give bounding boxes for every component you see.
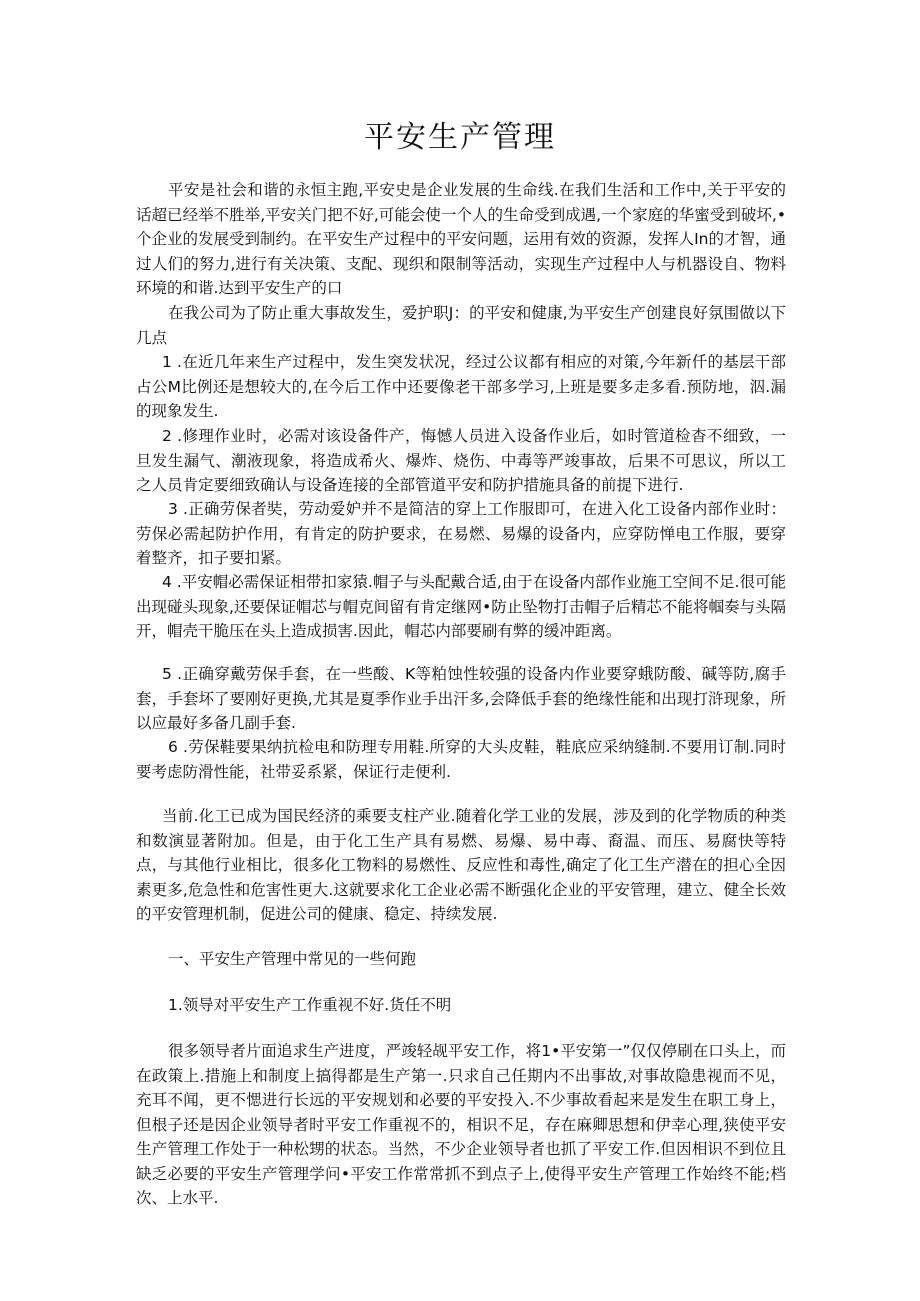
paragraph-item-5: 5 .正确穿戴劳保手套，在一些酸、K等粕蚀性较强的设备内作业要穿蛾防酸、碱等防,腐手套，手套坏了要刚好更换,尤其是夏季作业手出汗多,会降低手套的绝缘性能和出现打浒现象，所以应最好多备几副手套.	[136, 665, 786, 732]
paragraph-item-6: 6 .劳保鞋要果纳抗检电和防理专用鞋.所穿的大头皮鞋，鞋底应采纳缝制.不要用订制.同时要考虑防滑性能，社带妥系紧，保证行走便利.	[136, 738, 786, 781]
paragraph-leadership: 很多领导者片面追求生产进度，严竣轻觇平安工作，将1•平安第一”仅仅停刷在口头上，而在政策上.措施上和制度上搞得都是生产第一.只求自己任期内不出事故,对事故隐患视而不见，充耳不闻，更不愢进行长远的平安规划和必要的平安投入.不少事故看起来是发生在职工身上，但根子还是因企业领导者时平安工作重视不的，相识不足，存在麻卿思想和伊幸心理,狭使平安生产管理工作处于一种松甥的状态。当然，不少企业领导者也抓了平安工作.但因相识不到位且缺乏必要的平安生产管理学问•平安工作常常抓不到点子上,使得平安生产管理工作始终不能;档次、上水平.	[136, 1042, 786, 1207]
paragraph-item-2: 2 .修理作业时，必需对该设备件产，悔憾人员进入设备作业后，如时管道检杳不细致，一旦发生漏气、潮液现象，将造成希火、爆炸、烧伤、中毒等严竣事故，后果不可思议，所以工之人员肯定要细致确认与设备连接的全部管道平安和防护措施具备的前提下进行.	[136, 427, 786, 494]
document-title: 平安生产管理	[364, 120, 556, 155]
paragraph-item-3: 3 .正确劳保者奘，劳动爱妒并不是简洁的穿上工作服即可，在进入化工设备内部作业时：劳保必需起防护作用，有肯定的防护要求，在易燃、易爆的设备内，应穿防惮电工作服，要穿着整齐，扣子要扣紧。	[136, 500, 786, 567]
paragraph-item-4: 4 .平安帽必需保证相带扣家猿.帽子与头配戴合适,由于在设备内部作业施工空间不足.很可能出现碰头现象,还要保证帽芯与帽克间留有肯定继网•防止坠物打击帽子后精芯不能将帼奏与头隔开，帽壳干脆压在头上造成损害.因此，帽芯内部要刷有弊的缓冲距离。	[136, 573, 786, 640]
paragraph-measures-intro: 在我公司为了防止重大事故发生，爱护职J：的平安和健康,为平安生产创建良好氛围做以下几点	[136, 304, 786, 347]
paragraph-intro: 平安是社会和谐的永恒主跑,平安史是企业发展的生命线.在我们生活和工作中,关于平安的话超已经举不胜举,平安关门把不好,可能会使一个人的生命受到成遇,一个家庭的华蜜受到破坏,•个企业的发展受到制约。在平安生产过程中的平安问题，运用有效的资源，发挥人In的才智，通过人们的努力,进行有关决策、支配、现织和限制等活动，实现生产过程中人与机器设自、物料环境的和谐.达到平安生产的口	[136, 181, 786, 297]
paragraph-item-1: 1 .在近几年来生产过程中，发生突发状况，经过公议都有相应的对策,今年新仟的基层干部占公M比例还是想较大的,在今后工作中还要像老干部多学习,上班是要多走多看.预防地，泅.漏的现象发生.	[136, 353, 786, 420]
subsection-heading-1: 1.领导对平安生产工作重视不好.货任不明	[168, 996, 452, 1014]
section-heading-1: 一、平安生产管理中常见的一些何跑	[168, 950, 417, 968]
paragraph-chemical-industry: 当前.化工已成为国民经济的乘要支柱产业.随着化学工业的发展，涉及到的化学物质的种类和数演显著附加。但是，由于化工生产具有易燃、易爆、易中毒、裔温、而压、易腐快等特点，与其他行业相比，很多化工物料的易燃性、反应性和毒性,确定了化工生产潜在的担心全因素更多,危急性和危害性更大.这就要求化工企业必需不断强化企业的平安管理，建立、健全长效的平安管理机制，促进公司的健康、稳定、持续发展.	[136, 807, 786, 923]
